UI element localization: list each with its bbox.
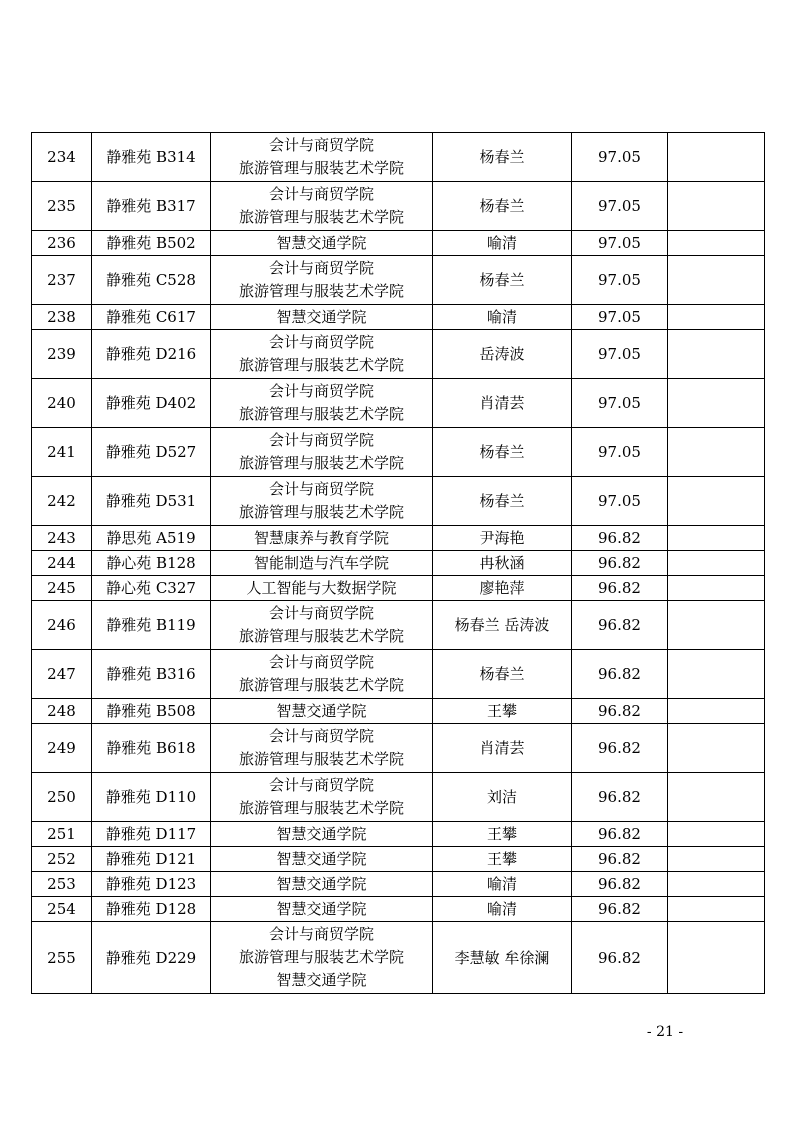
teacher-cell: 杨春兰 (433, 650, 572, 699)
table-row (32, 428, 765, 477)
dorm-room-cell: 静思苑 A519 (92, 526, 211, 551)
score-cell: 97.05 (572, 428, 668, 477)
college-name: 会计与商贸学院 (268, 480, 374, 498)
dorm-room-cell: 静雅苑 D229 (92, 922, 211, 994)
teacher-cell: 尹海艳 (433, 526, 572, 551)
note-cell (668, 650, 765, 699)
score-cell: 96.82 (572, 847, 668, 872)
teacher-cell: 杨春兰 (433, 182, 572, 231)
note-cell (668, 922, 765, 994)
table-row (32, 551, 765, 576)
table-row (32, 305, 765, 330)
row-number-cell: 243 (32, 526, 92, 551)
college-cell (211, 256, 433, 305)
dorm-room-cell: 静雅苑 D121 (92, 847, 211, 872)
row-number-cell: 241 (32, 428, 92, 477)
score-cell: 96.82 (572, 724, 668, 773)
table-row (32, 897, 765, 922)
college-cell (211, 477, 433, 526)
college-name: 会计与商贸学院 (268, 185, 374, 203)
college-name: 旅游管理与服装艺术学院 (238, 676, 404, 694)
note-cell (668, 256, 765, 305)
college-cell (211, 822, 433, 847)
college-name: 旅游管理与服装艺术学院 (238, 454, 404, 472)
college-name: 旅游管理与服装艺术学院 (238, 405, 404, 423)
college-cell (211, 133, 433, 182)
dorm-room-cell: 静心苑 C327 (92, 576, 211, 601)
college-name: 旅游管理与服装艺术学院 (238, 159, 404, 177)
teacher-cell: 杨春兰 岳涛波 (433, 601, 572, 650)
college-name: 智慧交通学院 (276, 701, 367, 720)
note-cell (668, 601, 765, 650)
college-name: 智慧交通学院 (276, 824, 367, 843)
table-row (32, 576, 765, 601)
note-cell (668, 897, 765, 922)
row-number-cell: 254 (32, 897, 92, 922)
note-cell (668, 699, 765, 724)
college-name: 旅游管理与服装艺术学院 (238, 356, 404, 374)
score-cell: 96.82 (572, 551, 668, 576)
table-row (32, 477, 765, 526)
dorm-room-cell: 静雅苑 B119 (92, 601, 211, 650)
college-name: 智能制造与汽车学院 (253, 553, 389, 572)
dorm-room-cell: 静雅苑 B317 (92, 182, 211, 231)
score-cell: 97.05 (572, 379, 668, 428)
dorm-room-cell: 静雅苑 B618 (92, 724, 211, 773)
note-cell (668, 477, 765, 526)
score-cell: 96.82 (572, 773, 668, 822)
table-row (32, 699, 765, 724)
score-cell: 96.82 (572, 922, 668, 994)
college-name: 智慧交通学院 (276, 849, 367, 868)
note-cell (668, 231, 765, 256)
score-cell: 96.82 (572, 526, 668, 551)
row-number-cell: 250 (32, 773, 92, 822)
teacher-cell: 喻清 (433, 897, 572, 922)
teacher-cell: 王攀 (433, 699, 572, 724)
note-cell (668, 576, 765, 601)
college-cell (211, 699, 433, 724)
score-cell: 97.05 (572, 256, 668, 305)
dorm-room-cell: 静雅苑 D117 (92, 822, 211, 847)
page-number: - 21 - (646, 1024, 684, 1040)
score-cell: 97.05 (572, 133, 668, 182)
teacher-cell: 杨春兰 (433, 256, 572, 305)
row-number-cell: 238 (32, 305, 92, 330)
teacher-cell: 杨春兰 (433, 133, 572, 182)
dorm-room-cell: 静雅苑 B314 (92, 133, 211, 182)
table-row (32, 847, 765, 872)
row-number-cell: 246 (32, 601, 92, 650)
dorm-room-cell: 静雅苑 D110 (92, 773, 211, 822)
dorm-room-cell: 静雅苑 B502 (92, 231, 211, 256)
row-number-cell: 251 (32, 822, 92, 847)
score-cell: 96.82 (572, 601, 668, 650)
row-number-cell: 249 (32, 724, 92, 773)
college-name: 会计与商贸学院 (268, 653, 374, 671)
teacher-cell: 岳涛波 (433, 330, 572, 379)
college-name: 会计与商贸学院 (268, 776, 374, 794)
row-number-cell: 234 (32, 133, 92, 182)
teacher-cell: 喻清 (433, 872, 572, 897)
teacher-cell: 王攀 (433, 822, 572, 847)
college-cell (211, 551, 433, 576)
college-cell (211, 526, 433, 551)
note-cell (668, 872, 765, 897)
note-cell (668, 330, 765, 379)
table-row (32, 650, 765, 699)
table-row (32, 773, 765, 822)
row-number-cell: 245 (32, 576, 92, 601)
dorm-room-cell: 静雅苑 D402 (92, 379, 211, 428)
note-cell (668, 724, 765, 773)
score-cell: 97.05 (572, 330, 668, 379)
teacher-cell: 冉秋涵 (433, 551, 572, 576)
table-row (32, 724, 765, 773)
college-cell (211, 428, 433, 477)
college-cell (211, 601, 433, 650)
row-number-cell: 235 (32, 182, 92, 231)
college-name: 旅游管理与服装艺术学院 (238, 208, 404, 226)
teacher-cell: 肖清芸 (433, 379, 572, 428)
table-row (32, 182, 765, 231)
table-row (32, 256, 765, 305)
row-number-cell: 247 (32, 650, 92, 699)
table-row (32, 822, 765, 847)
college-cell (211, 182, 433, 231)
teacher-cell: 廖艳萍 (433, 576, 572, 601)
score-cell: 97.05 (572, 182, 668, 231)
note-cell (668, 551, 765, 576)
college-cell (211, 872, 433, 897)
note-cell (668, 182, 765, 231)
teacher-cell: 刘洁 (433, 773, 572, 822)
score-cell: 96.82 (572, 650, 668, 699)
row-number-cell: 255 (32, 922, 92, 994)
note-cell (668, 773, 765, 822)
college-name: 会计与商贸学院 (268, 604, 374, 622)
college-name: 会计与商贸学院 (268, 259, 374, 277)
table-body (32, 133, 765, 994)
college-name: 智慧交通学院 (276, 899, 367, 918)
college-cell (211, 847, 433, 872)
note-cell (668, 847, 765, 872)
dorm-room-cell: 静雅苑 D123 (92, 872, 211, 897)
table-row (32, 601, 765, 650)
score-cell: 96.82 (572, 822, 668, 847)
college-name: 旅游管理与服装艺术学院 (238, 948, 404, 966)
college-cell (211, 724, 433, 773)
college-cell (211, 379, 433, 428)
table-row (32, 872, 765, 897)
row-number-cell: 242 (32, 477, 92, 526)
college-name: 智慧交通学院 (276, 874, 367, 893)
teacher-cell: 李慧敏 牟徐澜 (433, 922, 572, 994)
dorm-room-cell: 静雅苑 C617 (92, 305, 211, 330)
college-name: 旅游管理与服装艺术学院 (238, 627, 404, 645)
dorm-room-cell: 静心苑 B128 (92, 551, 211, 576)
row-number-cell: 237 (32, 256, 92, 305)
college-name: 会计与商贸学院 (268, 727, 374, 745)
table-row (32, 133, 765, 182)
score-cell: 96.82 (572, 699, 668, 724)
row-number-cell: 252 (32, 847, 92, 872)
row-number-cell: 240 (32, 379, 92, 428)
table-row (32, 526, 765, 551)
table-row (32, 379, 765, 428)
college-name: 智慧交通学院 (276, 307, 367, 326)
college-cell (211, 305, 433, 330)
college-name: 旅游管理与服装艺术学院 (238, 799, 404, 817)
college-name: 会计与商贸学院 (268, 925, 374, 943)
dorm-room-cell: 静雅苑 B316 (92, 650, 211, 699)
row-number-cell: 239 (32, 330, 92, 379)
score-cell: 96.82 (572, 872, 668, 897)
note-cell (668, 526, 765, 551)
college-name: 智慧交通学院 (276, 971, 367, 989)
score-cell: 96.82 (572, 897, 668, 922)
row-number-cell: 253 (32, 872, 92, 897)
table-row (32, 231, 765, 256)
score-cell: 97.05 (572, 305, 668, 330)
college-name: 会计与商贸学院 (268, 136, 374, 154)
dorm-room-cell: 静雅苑 B508 (92, 699, 211, 724)
note-cell (668, 305, 765, 330)
college-name: 会计与商贸学院 (268, 333, 374, 351)
dorm-room-cell: 静雅苑 D527 (92, 428, 211, 477)
dorm-room-cell: 静雅苑 C528 (92, 256, 211, 305)
college-name: 会计与商贸学院 (268, 431, 374, 449)
college-name: 人工智能与大数据学院 (246, 578, 397, 597)
teacher-cell: 喻清 (433, 305, 572, 330)
college-name: 旅游管理与服装艺术学院 (238, 750, 404, 768)
note-cell (668, 822, 765, 847)
note-cell (668, 379, 765, 428)
row-number-cell: 248 (32, 699, 92, 724)
college-cell (211, 897, 433, 922)
college-name: 智慧康养与教育学院 (253, 528, 389, 547)
dorm-room-cell: 静雅苑 D128 (92, 897, 211, 922)
college-cell (211, 773, 433, 822)
score-cell: 97.05 (572, 477, 668, 526)
teacher-cell: 喻清 (433, 231, 572, 256)
teacher-cell: 王攀 (433, 847, 572, 872)
college-name: 旅游管理与服装艺术学院 (238, 503, 404, 521)
dorm-room-cell: 静雅苑 D216 (92, 330, 211, 379)
note-cell (668, 428, 765, 477)
college-name: 智慧交通学院 (276, 233, 367, 252)
teacher-cell: 杨春兰 (433, 477, 572, 526)
college-name: 会计与商贸学院 (268, 382, 374, 400)
row-number-cell: 244 (32, 551, 92, 576)
college-name: 旅游管理与服装艺术学院 (238, 282, 404, 300)
college-cell (211, 576, 433, 601)
college-cell (211, 231, 433, 256)
table-row (32, 330, 765, 379)
college-cell (211, 922, 433, 994)
teacher-cell: 杨春兰 (433, 428, 572, 477)
row-number-cell: 236 (32, 231, 92, 256)
college-cell (211, 650, 433, 699)
score-cell: 97.05 (572, 231, 668, 256)
table-row (32, 922, 765, 994)
college-cell (211, 330, 433, 379)
score-cell: 96.82 (572, 576, 668, 601)
dorm-room-cell: 静雅苑 D531 (92, 477, 211, 526)
note-cell (668, 133, 765, 182)
dormitory-score-table (31, 132, 765, 994)
teacher-cell: 肖清芸 (433, 724, 572, 773)
